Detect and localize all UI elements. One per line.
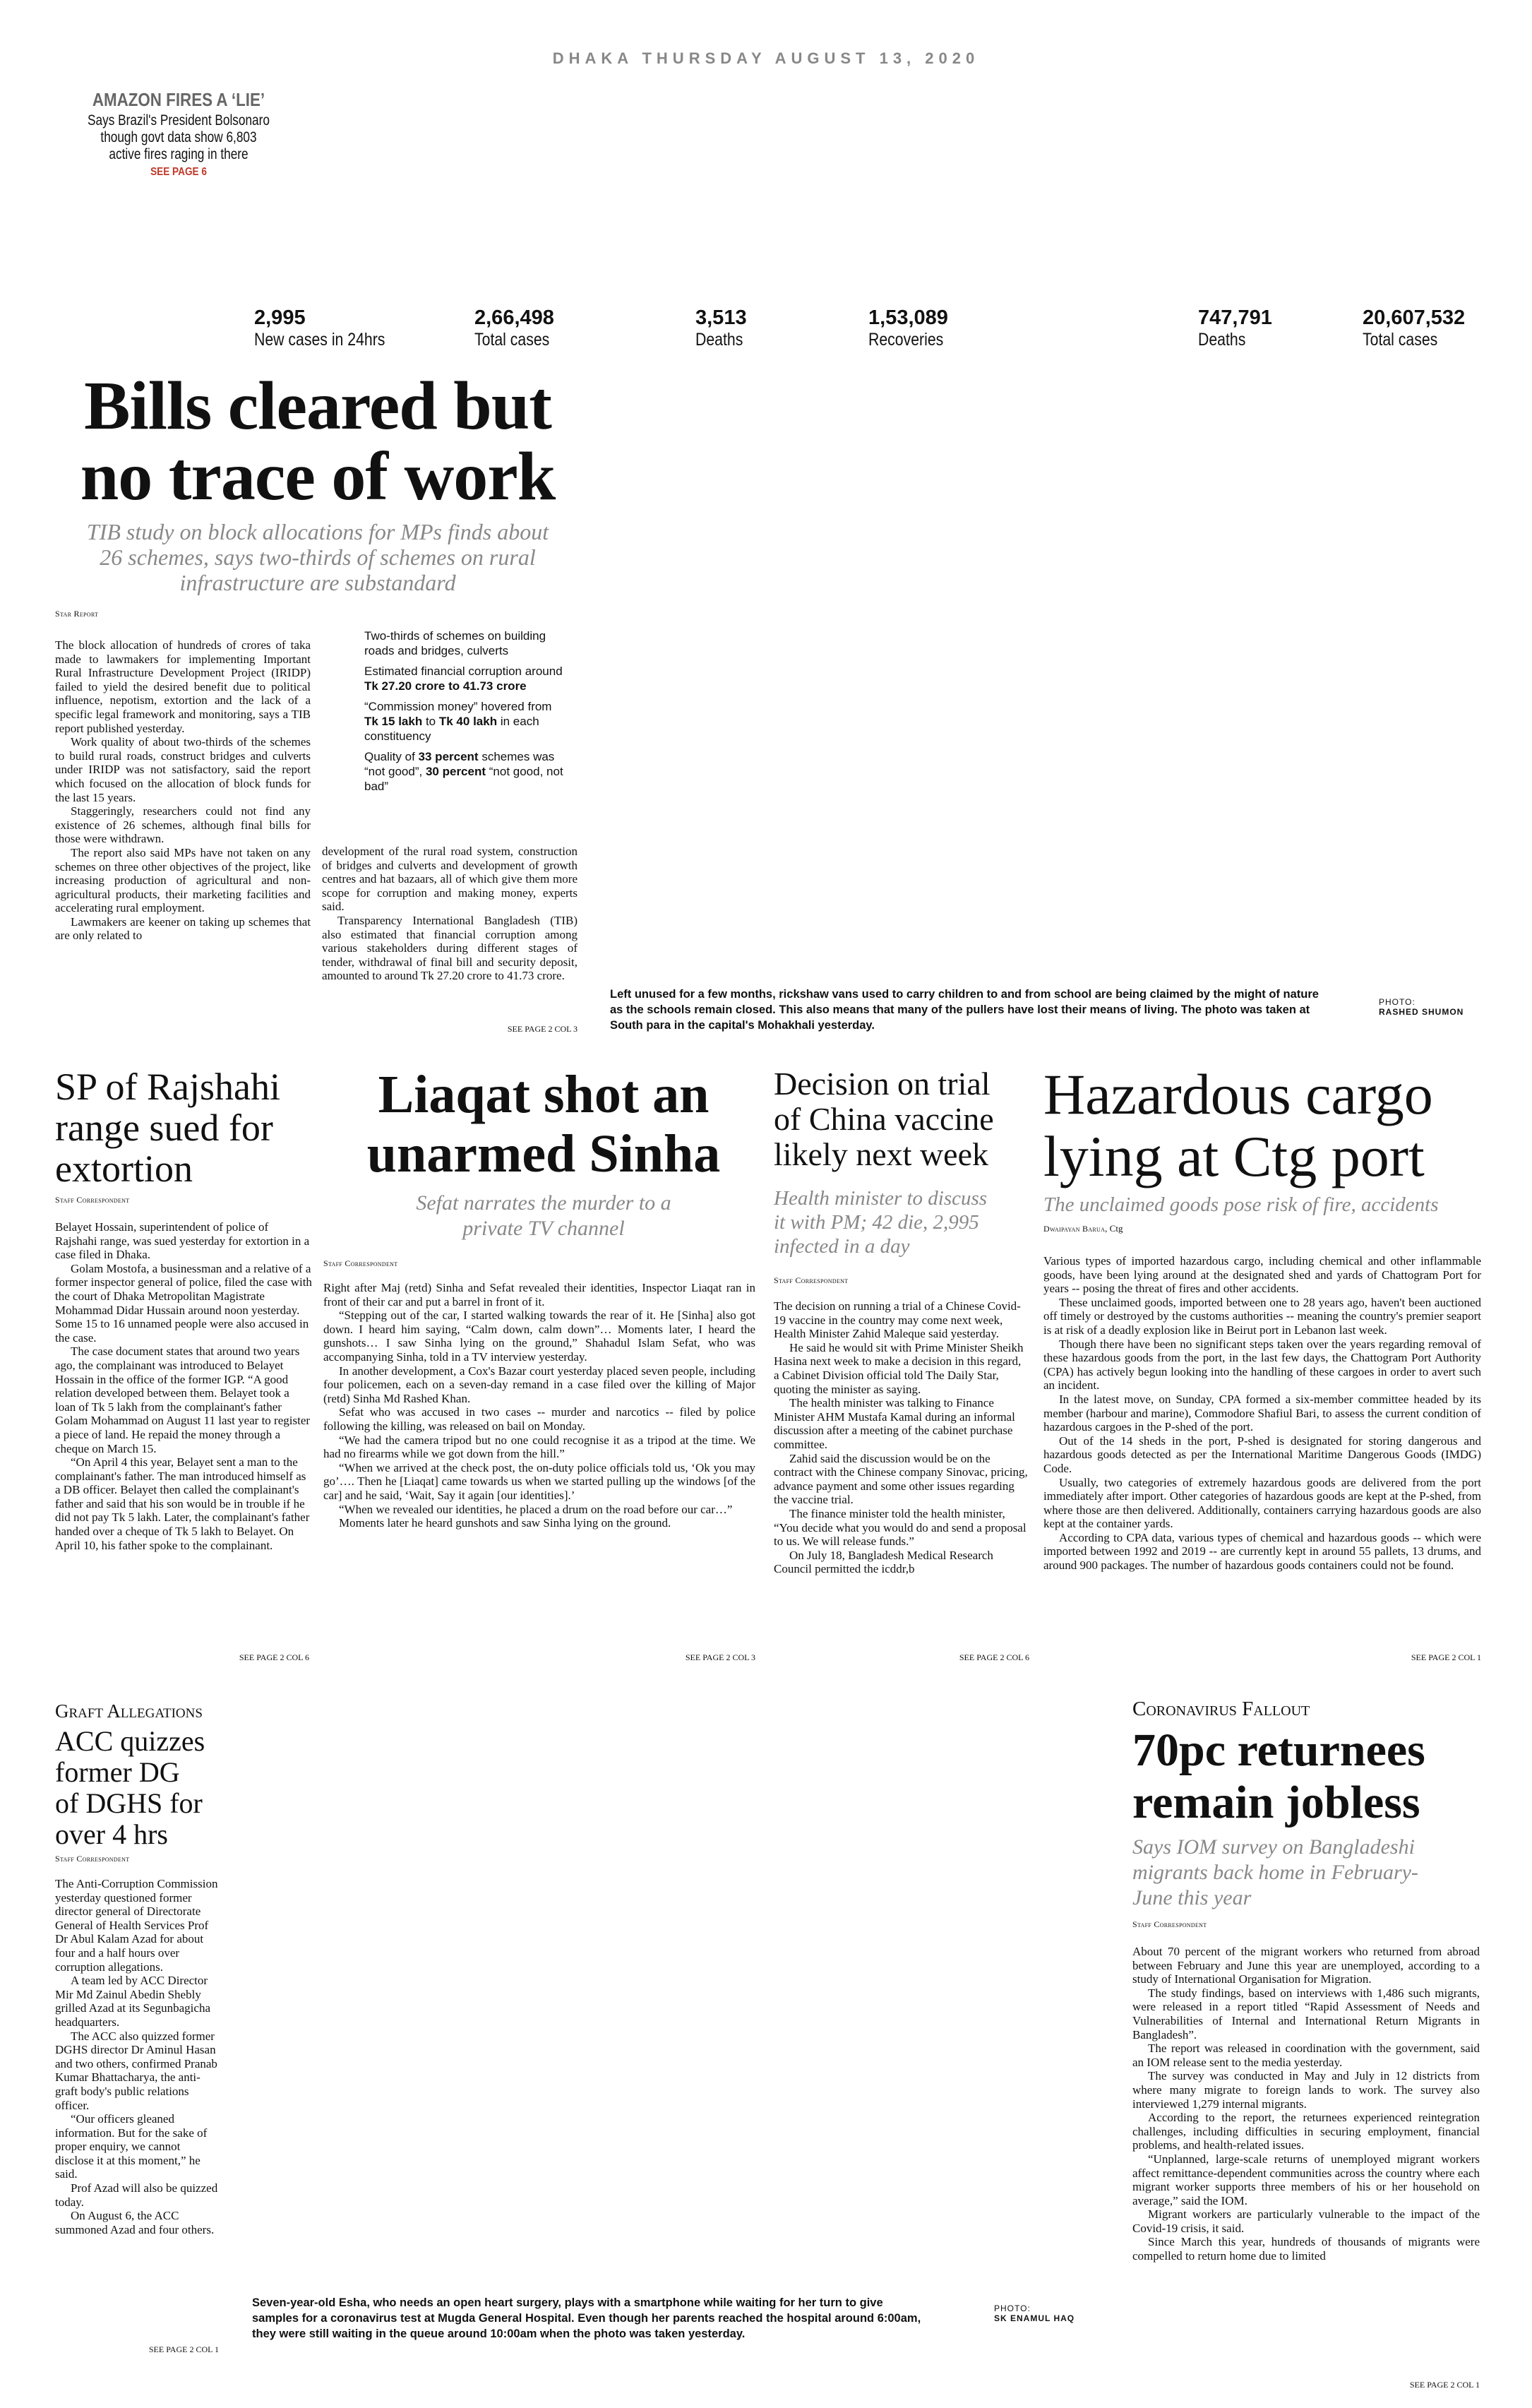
paragraph: A team led by ACC Director Mir Md Zainul Abedin Shebly grilled Azad at its Segunbagicha headquarters. (55, 1974, 210, 2029)
paragraph: On August 6, the ACC summoned Azad and four others. (55, 2209, 215, 2236)
vaccine-deck-line: infected in a day (774, 1235, 910, 1258)
vaccine-headline[interactable] (774, 1066, 1042, 1172)
vaccine-deck-line: Health minister to discuss (774, 1187, 988, 1210)
stat-label: Total cases (1363, 330, 1438, 350)
vaccine-headline-line: likely next week (774, 1136, 989, 1172)
promo-line: though govt data show 6,803 (100, 129, 257, 145)
paragraph: On July 18, Bangladesh Medical Research Council permitted the icddr,b (774, 1548, 993, 1576)
paragraph: Golam Mostofa, a businessman and a relative of a former inspector general of police, filed the case with the court of Dhaka Metropolitan Magistrate Mohammad Didar Hussain around noon yesterday. Some 15 to 16 unnamed people were also accused in the case. (55, 1261, 312, 1345)
lead-story (42, 368, 593, 595)
fact-text: Quality of (364, 750, 415, 763)
paragraph: Staggeringly, researchers could not find any existence of 26 schemes, although final bills for those were withdrawn. (55, 804, 311, 846)
lead-deck-line: infrastructure are substandard (179, 570, 456, 595)
fact-text: Two-thirds of schemes on building roads and bridges, culverts (364, 629, 546, 657)
returnees-deck-line: migrants back home in February- (1132, 1861, 1418, 1884)
returnees-headline-line: 70pc returnees (1132, 1724, 1425, 1776)
cargo-headline-line: lying at Ctg port (1043, 1124, 1425, 1188)
acc-headline-line: over 4 hrs (55, 1818, 168, 1850)
cargo-body (1043, 1254, 1481, 1573)
credit-name: RASHED SHUMON (1379, 1007, 1464, 1017)
lead-deck (42, 519, 593, 595)
photo1-credit (1379, 997, 1464, 1017)
byline-place: , Ctg (1105, 1223, 1123, 1234)
returnees-deck-line: June this year (1132, 1886, 1252, 1909)
paragraph: Moments later he heard gunshots and saw Sinha lying on the ground. (339, 1516, 671, 1530)
rajshahi-headline[interactable]: SP of Rajshahi range sued for extortion (55, 1066, 281, 1190)
stat-value: 3,513 (695, 306, 747, 329)
paragraph: Since March this year, hundreds of thousands of migrants were compelled to return home due to limited (1132, 2235, 1480, 2263)
paragraph: Transparency International Bangladesh (TIB) also estimated that financial corruption among various stakeholders during different stages of tender, withdrawal of final bill and security deposit, amounted to around Tk 27.20 crore to 41.73 crore. (322, 913, 578, 983)
stat-new-cases (254, 306, 408, 350)
paragraph: “Our officers gleaned information. But for the sake of proper enquiry, we cannot disclose it at this moment,” he said. (55, 2112, 208, 2181)
photo1-caption: Left unused for a few months, rickshaw vans used to carry children to and from school are being claimed by the might of nature as the schools remain closed. This also means that many of the pullers have lost their means of living. The photo was taken at South para in the capital's Mohakhali yesterday. (610, 988, 1319, 1032)
paragraph: In the latest move, on Sunday, CPA formed a six-member committee headed by its member (harbour and marine), Commodore Shafiul Bari, to assess the current condition of hazardous cargoes in the P-shed of the port. (1043, 1392, 1481, 1434)
lead-byline: Star Report (55, 609, 99, 619)
credit-label: PHOTO: (1379, 997, 1416, 1007)
liaqat-deck-line: Sefat narrates the murder to a (416, 1191, 671, 1215)
returnees-byline: Staff Correspondent (1132, 1919, 1207, 1929)
paragraph: Belayet Hossain, superintendent of police of Rajshahi range, was sued yesterday for extortion in a case filed in Dhaka. (55, 1220, 310, 1262)
paragraph: “We had the camera tripod but no one could recognise it as a tripod at the time. We had no firearms while we got down from the hill.” (323, 1433, 755, 1461)
paragraph: The health minister was talking to Finance Minister AHM Mustafa Kamal during an informal discussion after a meeting of the cabinet purchase committee. (774, 1396, 1015, 1451)
acc-headline-line: of DGHS for (55, 1787, 203, 1819)
cargo-headline-line: Hazardous cargo (1043, 1062, 1433, 1126)
fact-text: “not good, not bad” (364, 765, 563, 793)
fact-item (364, 699, 569, 744)
acc-body (55, 1877, 222, 2236)
fact-text: in each constituency (364, 715, 539, 743)
liaqat-deck (325, 1191, 762, 1241)
paragraph: “Stepping out of the car, I started walking towards the rear of it. He [Sinha] also got down. I heard him saying, “Calm down, calm down”… Moments later, I heard the gunshots… I saw Sinha lying on the ground,” Shahadul Islam Sefat, who was accompanying Sinha, told in a TV interview yesterday. (323, 1309, 755, 1364)
stat-value: 2,995 (254, 306, 306, 329)
paragraph: Zahid said the discussion would be on the contract with the Chinese company Sinovac, pricing, advance payment and some other issues regarding the vaccine trial. (774, 1451, 1028, 1507)
acc-headline-line: ACC quizzes (55, 1725, 205, 1757)
promo-see-page[interactable]: SEE PAGE 6 (150, 166, 207, 178)
paragraph: These unclaimed goods, imported between one to 28 years ago, haven't been auctioned off timely or destroyed by the customs authorities -- meaning the country's premier seaport is at risk of a deadly explosion like in Beirut port in Lebanon last week. (1043, 1295, 1481, 1337)
stat-global-cases (1363, 306, 1465, 350)
paragraph: About 70 percent of the migrant workers who returned from abroad between February and June this year are unemployed, according to a study of International Organisation for Migration. (1132, 1945, 1480, 1986)
promo-box[interactable] (62, 89, 295, 179)
paragraph: The finance minister told the health minister, “You decide what you would do and send a proposal to us. We will release funds.” (774, 1506, 1027, 1549)
fact-highlight: Tk 15 lakh (364, 715, 423, 728)
returnees-body (1132, 1945, 1480, 2263)
paragraph: Sefat who was accused in two cases -- murder and narcotics -- filed by police following the killing, was released on bail on Monday. (323, 1405, 755, 1433)
paragraph: “Unplanned, large-scale returns of unemployed migrant workers affect remittance-dependent communities across the country where each migrant worker supports three members of his or her household on average,” said the IOM. (1132, 2152, 1480, 2207)
paragraph: According to CPA data, various types of chemical and hazardous goods -- which were imported between 1992 and 2019 -- are currently kept in around 55 pallets, 13 drums, and around 900 packages. The number of hazardous goods containers could not be found. (1043, 1530, 1481, 1573)
rajshahi-body (55, 1220, 313, 1552)
acc-kicker: Graft Allegations (55, 1700, 203, 1722)
paragraph: Prof Azad will also be quizzed today. (55, 2181, 218, 2209)
paragraph: According to the report, the returnees experienced reintegration challenges, including difficulties in securing employment, financial problems, and health-related issues. (1132, 2111, 1480, 2152)
fact-item (364, 664, 569, 693)
fact-highlight: 33 percent (418, 750, 479, 763)
dateline: DHAKA THURSDAY AUGUST 13, 2020 (552, 49, 980, 67)
paragraph: development of the rural road system, construction of bridges and culverts and development of growth centres and hat bazaars, all of which give them more scope for corruption and making money, experts said. (322, 845, 578, 914)
fact-text: “Commission money” hovered from (364, 700, 552, 713)
returnees-see-page[interactable]: SEE PAGE 2 COL 1 (1409, 2380, 1480, 2390)
paragraph: “On April 4 this year, Belayet sent a man to the complainant's father. The man introduced himself as a DB officer. Belayet then called the complainant's father and said that his son would be in trouble if he did not pay Tk 5 lakh. Later, the complainant's father handed over a cheque of Tk 5 lakh to Belayet. On April 10, his father spoke to the complainant. (55, 1455, 310, 1552)
paragraph: Work quality of about two-thirds of the schemes to build rural roads, construct bridges and culverts under IRIDP was not satisfactory, said the report which focused on the allocation of block funds for the last 15 years. (55, 735, 311, 804)
stat-global-deaths (1198, 306, 1272, 350)
paragraph: The ACC also quizzed former DGHS director Dr Aminul Hasan and two others, confirmed Pranab Kumar Bhattacharya, the anti-graft body's public relations officer. (55, 2029, 217, 2112)
fact-item (364, 628, 569, 658)
paragraph: The Anti-Corruption Commission yesterday questioned former director general of Directorate General of Health Services Prof Dr Abul Kalam Azad for about four and a half hours over corruption allegations. (55, 1877, 218, 1974)
stat-label: New cases in 24hrs (254, 330, 385, 350)
lead-headline-line: Bills cleared but (84, 368, 551, 444)
returnees-headline-line: remain jobless (1132, 1777, 1420, 1828)
photo2-credit (994, 2303, 1075, 2323)
rajshahi-byline: Staff Correspondent (55, 1195, 130, 1205)
paragraph: Lawmakers are keener on taking up schemes that are only related to (55, 914, 311, 943)
promo-line: active fires raging in there (109, 146, 249, 162)
paragraph: In another development, a Cox's Bazar court yesterday placed seven people, including four policemen, each on a seven-day remand in a case filed over the killing of Major (retd) Sinha Md Rashed Khan. (323, 1364, 755, 1405)
fact-text: to (425, 715, 436, 728)
returnees-deck-line: Says IOM survey on Bangladeshi (1132, 1835, 1415, 1859)
stat-recoveries (868, 306, 957, 350)
byline-name: Dwaipayan Barua (1043, 1224, 1106, 1234)
paragraph: The study findings, based on interviews with 1,486 such migrants, were released in a report titled “Rapid Assessment of Needs and Vulnerabilities of Internal and International Return Migrants in Bangladesh”. (1132, 1986, 1480, 2042)
paragraph: The block allocation of hundreds of crores of taka made to lawmakers for implementing Important Rural Infrastructure Development Project (IRIDP) failed to yield the desired benefit due to political influence, nepotism, extortion and the lack of a specific legal framework and monitoring, says a TIB report published yesterday. (55, 638, 311, 735)
liaqat-deck-line: private TV channel (462, 1217, 625, 1240)
fact-highlight: Tk 27.20 crore to 41.73 crore (364, 679, 527, 693)
stat-value: 2,66,498 (474, 306, 554, 329)
acc-headline[interactable] (55, 1726, 267, 1850)
paragraph: The decision on running a trial of a Chinese Covid-19 vaccine in the country may come next week, Health Minister Zahid Maleque said yesterday. (774, 1299, 1021, 1341)
photo2-caption: Seven-year-old Esha, who needs an open heart surgery, plays with a smartphone while waiting for her turn to give samples for a coronavirus test at Mugda General Hospital. Even though her parents reached the hospital around 6:00am, they were still waiting in the queue around 10:00am when the photo was taken yesterday. (252, 2296, 921, 2340)
acc-headline-line: former DG (55, 1756, 180, 1788)
paragraph: Though there have been no significant steps taken over the years regarding removal of these hazardous goods from the port, in the last few days, the Chattogram Port Authority (CPA) has actively begun looking into the handling of these cargoes in order to avert such an incident. (1043, 1337, 1481, 1393)
paragraph: Various types of imported hazardous cargo, including chemical and other inflammable goods, have been lying around at the designated shed and yards of Chattogram Port for years -- posing the threat of fires and other accidents. (1043, 1254, 1481, 1296)
fact-item (364, 749, 569, 794)
liaqat-headline[interactable] (325, 1065, 762, 1184)
fact-text: schemes was “not good”, (364, 750, 555, 778)
rajshahi-see-page[interactable]: SEE PAGE 2 COL 6 (239, 1652, 309, 1662)
lead-deck-line: TIB study on block allocations for MPs finds about (86, 519, 549, 544)
liaqat-body (323, 1281, 755, 1530)
stat-label: Deaths (695, 330, 743, 350)
credit-label: PHOTO: (994, 2303, 1031, 2313)
vaccine-body (774, 1299, 1029, 1576)
cargo-headline[interactable] (1043, 1063, 1495, 1188)
fact-highlight: Tk 40 lakh (438, 715, 498, 728)
fact-highlight: 30 percent (425, 765, 486, 778)
paragraph: “When we revealed our identities, he placed a drum on the road before our car…” (339, 1502, 733, 1516)
credit-name: SK ENAMUL HAQ (994, 2313, 1075, 2323)
cargo-see-page[interactable]: SEE PAGE 2 COL 1 (1411, 1652, 1481, 1662)
paragraph: Out of the 14 sheds in the port, P-shed is designated for storing dangerous and hazardous goods detected as per the International Maritime Dangerous Goods (IMDG) Code. (1043, 1434, 1481, 1475)
paragraph: The survey was conducted in May and July in 12 districts from where many migrate to foreign lands to work. The survey also interviewed 1,279 internal migrants. (1132, 2069, 1480, 2111)
stat-label: Recoveries (868, 330, 944, 350)
cargo-byline (1043, 1223, 1123, 1235)
paragraph: He said he would sit with Prime Minister Sheikh Hasina next week to make a decision in this regard, a Cabinet Division official told The Daily Star, quoting the minister as saying. (774, 1340, 1024, 1396)
vaccine-headline-line: of China vaccine (774, 1101, 994, 1137)
promo-line: Says Brazil's President Bolsonaro (88, 112, 270, 129)
paragraph: Usually, two categories of extremely hazardous goods are delivered from the port immediately after import. Other categories of hazardous goods are kept at the P-shed, from where those are then delivered. Additionally, containers carrying hazardous goods are also kept at the container yards. (1043, 1475, 1481, 1531)
liaqat-headline-line: Liaqat shot an (378, 1065, 710, 1124)
stat-value: 1,53,089 (868, 306, 948, 329)
acc-see-page[interactable]: SEE PAGE 2 COL 1 (148, 2344, 219, 2354)
lead-deck-line: 26 schemes, says two-thirds of schemes on rural (100, 544, 536, 570)
acc-byline: Staff Correspondent (55, 1854, 130, 1864)
paragraph: The report also said MPs have not taken on any schemes on three other objectives of the project, like increasing production of agricultural and non-agricultural products, their marketing facilities and accelerating rural employment. (55, 845, 311, 915)
lead-headline[interactable] (42, 368, 593, 515)
returnees-headline[interactable] (1132, 1724, 1500, 1829)
vaccine-see-page[interactable]: SEE PAGE 2 COL 6 (959, 1652, 1029, 1662)
stat-total-cases (474, 306, 563, 350)
lead-factbox (364, 628, 569, 799)
paragraph: The report was released in coordination with the government, said an IOM release sent to the media yesterday. (1132, 2042, 1480, 2069)
lead-see-page[interactable]: SEE PAGE 2 COL 3 (507, 1024, 578, 1034)
returnees-deck (1132, 1835, 1500, 1911)
stat-value: 20,607,532 (1363, 306, 1466, 329)
stat-deaths (695, 306, 751, 350)
cargo-deck: The unclaimed goods pose risk of fire, accidents (1043, 1193, 1439, 1216)
stat-label: Total cases (474, 330, 550, 350)
paragraph: Migrant workers are particularly vulnerable to the impact of the Covid-19 crisis, it said. (1132, 2207, 1480, 2235)
vaccine-deck (774, 1186, 1042, 1258)
vaccine-headline-line: Decision on trial (774, 1066, 991, 1102)
lead-col2 (322, 845, 578, 983)
liaqat-byline: Staff Correspondent (323, 1258, 398, 1268)
promo-title: AMAZON FIRES A ‘LIE’ (92, 89, 265, 110)
paragraph: The case document states that around two years ago, the complainant was introduced to Belayet Hossain in the office of the former IGP. “A good relation developed between them. Belayet took a loan of Tk 5 lakh from the complainant's father Golam Mohammad on August 11 last year to register a piece of land. He repaid the money through a cheque on March 15. (55, 1345, 311, 1455)
paragraph: “When we arrived at the check post, the on-duty police officials told us, ‘Ok you may go’…. Then he [Liaqat] came towards us when we started pulling up the windows [of the car] and he said, ‘Wait, Say it again [our identities].’ (323, 1460, 755, 1502)
stat-label: Deaths (1198, 330, 1246, 350)
paragraph: Right after Maj (retd) Sinha and Sefat revealed their identities, Inspector Liaqat ran in front of their car and put a barrel in front of it. (323, 1281, 755, 1309)
stat-value: 747,791 (1198, 306, 1272, 329)
liaqat-headline-line: unarmed Sinha (366, 1124, 721, 1184)
vaccine-byline: Staff Correspondent (774, 1275, 849, 1285)
fact-text: Estimated financial corruption around (364, 664, 563, 678)
vaccine-deck-line: it with PM; 42 die, 2,995 (774, 1211, 979, 1234)
returnees-kicker: Coronavirus Fallout (1132, 1698, 1310, 1720)
lead-col1 (55, 638, 311, 943)
lead-headline-line: no trace of work (80, 439, 556, 515)
liaqat-see-page[interactable]: SEE PAGE 2 COL 3 (685, 1652, 755, 1662)
